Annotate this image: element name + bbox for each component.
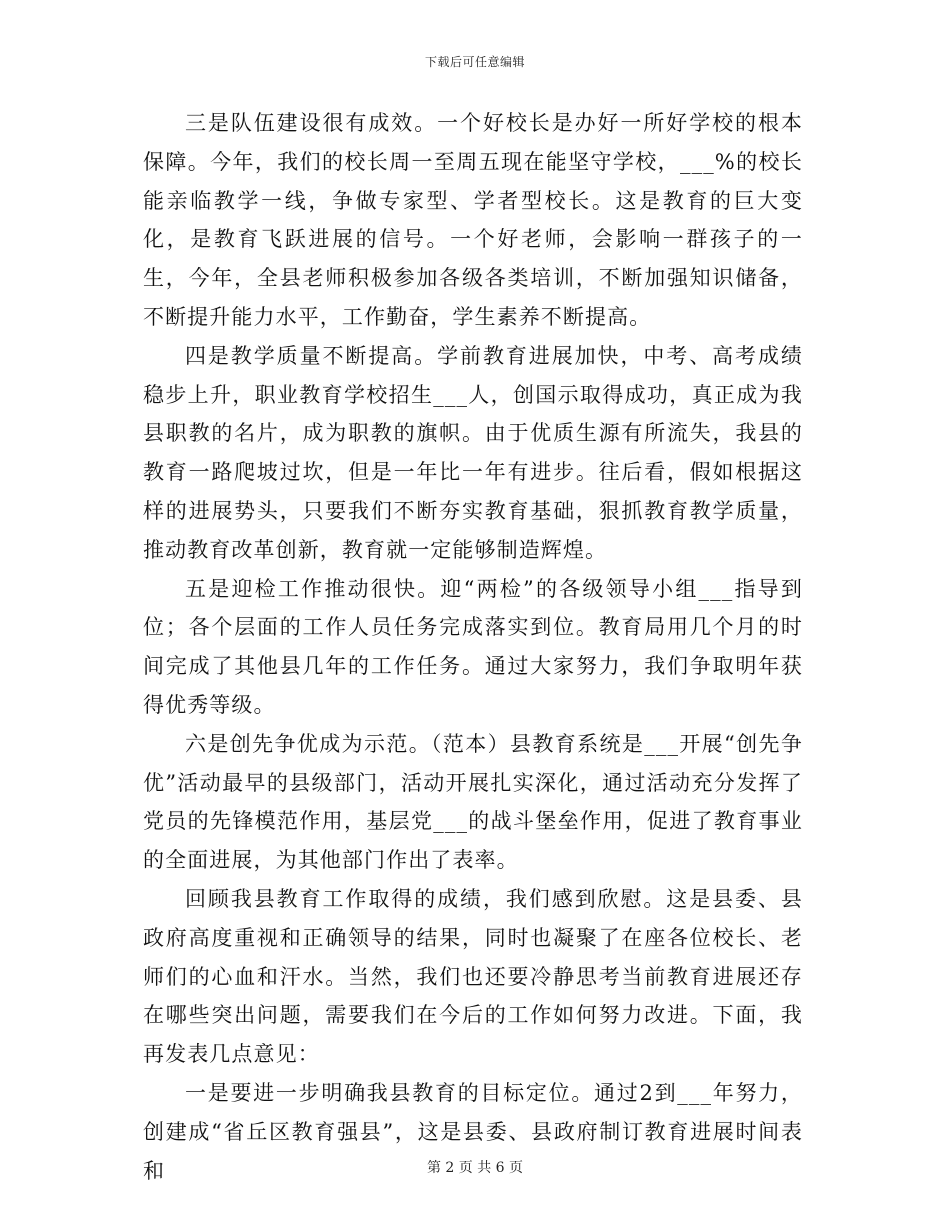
- document-body: [143, 104, 803, 1190]
- page-number: 第 2 页 共 6 页: [426, 1160, 524, 1176]
- page-header: 下载后可任意编辑: [424, 55, 525, 69]
- paragraph-6: 一是要进一步明确我县教育的目标定位。通过2到___年努力，创建成“省丘区教育强县”，这是县委、县政府制订教育进展时间表和: [143, 1080, 803, 1183]
- paragraph-1: 三是队伍建设很有成效。一个好校长是办好一所好学校的根本保障。今年，我们的校长周一至周五现在能坚守学校，___%的校长能亲临教学一线，争做专家型、学者型校长。这是教育的巨大变化，是教育飞跃进展的信号。一个好老师，会影响一群孩子的一生，今年，全县老师积极参加各级各类培训，不断加强知识储备，不断提升能力水平，工作勤奋，学生素养不断提高。: [143, 111, 803, 329]
- paragraph-2: 四是教学质量不断提高。学前教育进展加快，中考、高考成绩稳步上升，职业教育学校招生___人，创国示取得成功，真正成为我县职教的名片，成为职教的旗帜。由于优质生源有所流失，我县的教育一路爬坡过坎，但是一年比一年有进步。往后看，假如根据这样的进展势头，只要我们不断夯实教育基础，狠抓教育教学质量，推动教育改革创新，教育就一定能够制造辉煌。: [143, 343, 803, 562]
- paragraph-4: 六是创先争优成为示范。（范本）县教育系统是___开展“创先争优”活动最早的县级部门，活动开展扎实深化，通过活动充分发挥了党员的先锋模范作用，基层党___的战斗堡垒作用，促进了教育事业的全面进展，为其他部门作出了表率。: [143, 731, 803, 873]
- paragraph-5: 回顾我县教育工作取得的成绩，我们感到欣慰。这是县委、县政府高度重视和正确领导的结果，同时也凝聚了在座各位校长、老师们的心血和汗水。当然，我们也还要冷静思考当前教育进展还存在哪些突出问题，需要我们在今后的工作如何努力改进。下面，我再发表几点意见：: [143, 886, 803, 1067]
- paragraph-3: 五是迎检工作推动很快。迎“两检”的各级领导小组___指导到位；各个层面的工作人员任务完成落实到位。教育局用几个月的时间完成了其他县几年的工作任务。通过大家努力，我们争取明年获得优秀等级。: [143, 576, 803, 717]
